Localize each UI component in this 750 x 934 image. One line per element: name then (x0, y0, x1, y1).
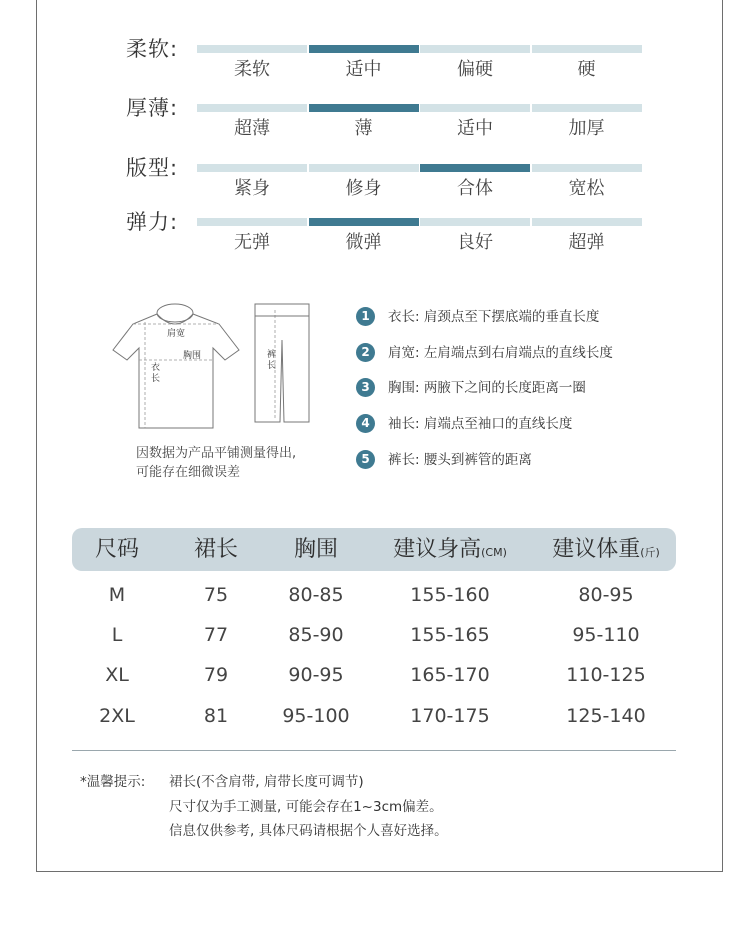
attribute-scale-bar (197, 45, 639, 53)
table-divider (72, 750, 676, 751)
table-cell: M (108, 584, 126, 606)
scale-segment (309, 164, 419, 172)
tips-line-3: 信息仅供参考, 具体尺码请根据个人喜好选择。 (169, 823, 448, 839)
table-cell: 110-125 (566, 664, 646, 686)
scale-option-label: 超弹 (568, 232, 605, 253)
table-cell: 79 (203, 664, 229, 686)
table-cell: 95-110 (572, 624, 640, 646)
table-header-cell (521, 528, 691, 574)
attribute-label: 弹力: (126, 210, 179, 234)
scale-option-label: 偏硬 (457, 59, 493, 80)
attribute-row (0, 155, 750, 205)
size-table-header (72, 528, 676, 571)
number-badge-icon: 2 (356, 343, 375, 362)
header-unit: (斤) (640, 546, 660, 559)
scale-option-label: 宽松 (568, 178, 605, 199)
table-cell: 170-175 (410, 705, 490, 727)
measure-text: 裤长: 腰头到裤管的距离 (388, 452, 532, 468)
attribute-row (0, 36, 750, 86)
scale-segment (197, 104, 307, 112)
number-badge-icon: 3 (356, 378, 375, 397)
table-cell: 165-170 (410, 664, 490, 686)
measure-item (356, 376, 716, 400)
attribute-row (0, 209, 750, 259)
scale-option-label: 硬 (577, 59, 596, 80)
scale-option-label: 合体 (457, 178, 493, 199)
measure-text: 肩宽: 左肩端点到右肩端点的直线长度 (388, 345, 613, 361)
scale-segment (420, 104, 530, 112)
header-label: 建议身高 (393, 537, 482, 562)
header-label: 裙长 (193, 537, 238, 562)
table-cell: 77 (203, 624, 229, 646)
header-unit: (CM) (481, 546, 507, 559)
table-header-cell (365, 528, 535, 574)
header-label: 建议体重 (552, 537, 641, 562)
scale-segment (197, 218, 307, 226)
shirt-length-label-2: 长 (151, 374, 161, 384)
measure-item (356, 412, 716, 436)
measure-text: 衣长: 肩颈点至下摆底端的垂直长度 (388, 309, 600, 325)
measure-text: 袖长: 肩端点至袖口的直线长度 (388, 416, 573, 432)
table-cell: 2XL (99, 705, 135, 727)
scale-segment-selected (420, 164, 530, 172)
table-cell: L (111, 624, 123, 646)
attribute-scale-bar (197, 104, 639, 112)
table-cell: 90-95 (288, 664, 344, 686)
attribute-options (197, 231, 639, 255)
measure-item (356, 341, 716, 365)
note-line-2: 可能存在细微误差 (136, 465, 241, 480)
scale-segment (420, 218, 530, 226)
scale-segment (532, 45, 642, 53)
scale-segment (532, 164, 642, 172)
pants-length-label-2: 长 (267, 361, 277, 371)
table-cell: 75 (203, 584, 229, 606)
shirt-length-label-1: 衣 (151, 363, 161, 373)
scale-option-label: 适中 (345, 59, 382, 80)
note-line-1: 因数据为产品平铺测量得出, (136, 446, 297, 461)
scale-option-label: 微弹 (345, 232, 382, 253)
measure-text: 胸围: 两腋下之间的长度距离一圈 (388, 380, 586, 396)
scale-option-label: 无弹 (234, 232, 270, 253)
number-badge-icon: 4 (356, 414, 375, 433)
scale-segment (532, 218, 642, 226)
measurement-note (136, 444, 296, 482)
table-cell: 85-90 (288, 624, 344, 646)
scale-segment (532, 104, 642, 112)
attribute-scale-bar (197, 164, 639, 172)
table-cell: 125-140 (566, 705, 646, 727)
scale-option-label: 薄 (354, 118, 373, 139)
scale-segment (420, 45, 530, 53)
table-cell: 80-85 (288, 584, 344, 606)
chest-label: 胸围 (183, 351, 202, 361)
attribute-options (197, 117, 639, 141)
shoulder-label: 肩宽 (167, 329, 186, 339)
tips-line-1: 裙长(不含肩带, 肩带长度可调节) (169, 774, 364, 790)
attribute-label: 厚薄: (126, 96, 179, 120)
tips-prefix: *温馨提示: (80, 774, 146, 790)
scale-option-label: 适中 (457, 118, 493, 139)
scale-option-label: 修身 (345, 178, 382, 199)
header-label: 尺码 (94, 537, 139, 562)
number-badge-icon: 1 (356, 307, 375, 326)
scale-segment-selected (309, 45, 419, 53)
table-cell: 95-100 (282, 705, 350, 727)
attribute-row (0, 95, 750, 145)
header-label: 胸围 (293, 537, 338, 562)
scale-option-label: 良好 (457, 232, 493, 253)
number-badge-icon: 5 (356, 450, 375, 469)
scale-option-label: 紧身 (234, 178, 270, 199)
table-cell: XL (105, 664, 129, 686)
scale-segment (197, 45, 307, 53)
table-cell: 81 (203, 705, 229, 727)
pants-length-label-1: 裤 (267, 350, 277, 360)
shirt-and-pants-diagram (105, 300, 325, 450)
tips-line-2: 尺寸仅为手工测量, 可能会存在1~3cm偏差。 (169, 799, 443, 815)
scale-segment-selected (309, 218, 419, 226)
table-cell: 155-160 (410, 584, 490, 606)
attribute-scale-bar (197, 218, 639, 226)
scale-segment (197, 164, 307, 172)
attribute-label: 版型: (126, 156, 179, 180)
table-cell: 155-165 (410, 624, 490, 646)
scale-option-label: 加厚 (568, 118, 605, 139)
scale-option-label: 柔软 (234, 59, 270, 80)
attribute-options (197, 58, 639, 82)
scale-option-label: 超薄 (234, 118, 270, 139)
attribute-options (197, 177, 639, 201)
measure-item (356, 448, 716, 472)
measure-item (356, 305, 716, 329)
table-cell: 80-95 (578, 584, 634, 606)
attribute-label: 柔软: (126, 37, 179, 61)
scale-segment-selected (309, 104, 419, 112)
